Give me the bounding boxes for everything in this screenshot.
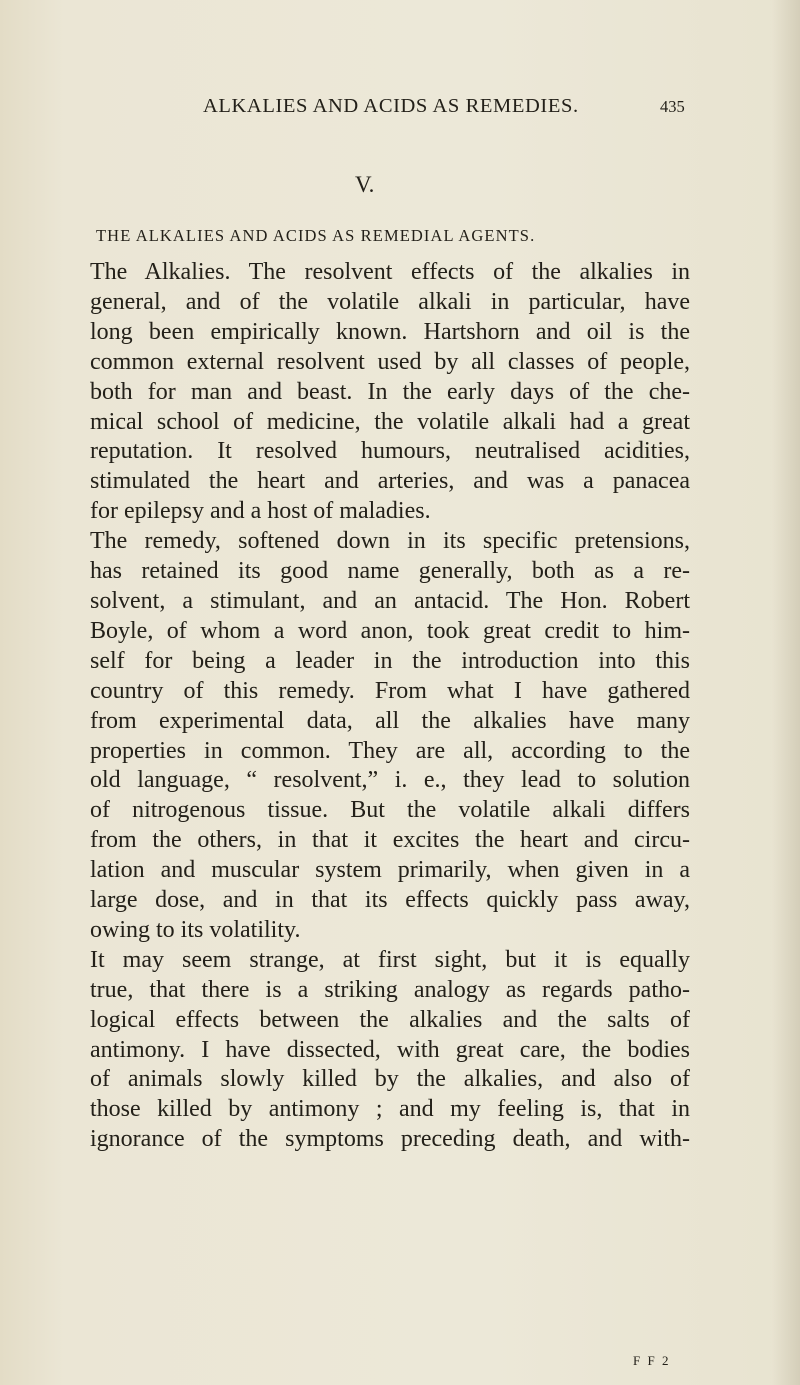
text-line: for epilepsy and a host of maladies. — [90, 498, 431, 525]
section-number: V. — [355, 172, 375, 197]
signature-mark: F F 2 — [633, 1353, 671, 1368]
text-line: The remedy, softened down in its specific pretensions, — [90, 528, 690, 555]
body-text — [90, 258, 690, 1155]
text-line: mical school of medicine, the volatile alkali had a great — [90, 408, 690, 435]
page-number: 435 — [660, 97, 685, 116]
text-line: true, that there is a striking analogy as regards patho- — [90, 976, 690, 1003]
text-line: general, and of the volatile alkali in particular, have — [90, 288, 690, 315]
text-line: of animals slowly killed by the alkalies, and also of — [90, 1066, 690, 1093]
text-line: large dose, and in that its effects quickly pass away, — [90, 887, 690, 914]
text-line: from experimental data, all the alkalies have many — [90, 707, 690, 734]
text-line: old language, “ resolvent,” i. e., they lead to solution — [90, 767, 690, 794]
section-title: THE ALKALIES AND ACIDS AS REMEDIAL AGENTS. — [96, 226, 536, 245]
text-line: solvent, a stimulant, and an antacid. The Hon. Robert — [90, 587, 690, 614]
text-line: has retained its good name generally, both as a re- — [90, 558, 690, 585]
text-line: of nitrogenous tissue. But the volatile alkali differs — [90, 797, 690, 824]
text-line: It may seem strange, at first sight, but it is equally — [90, 946, 690, 973]
text-line: reputation. It resolved humours, neutralised acidities, — [90, 438, 690, 465]
text-line: both for man and beast. In the early days of the che- — [90, 378, 690, 405]
text-line: stimulated the heart and arteries, and was a panacea — [90, 468, 690, 495]
page-edge-shadow — [772, 0, 800, 1385]
text-line: country of this remedy. From what I have gathered — [90, 677, 690, 704]
text-line: The Alkalies. The resolvent effects of the alkalies in — [90, 259, 690, 285]
text-line: self for being a leader in the introduction into this — [90, 647, 690, 674]
text-line: owing to its volatility. — [90, 916, 301, 943]
running-head: ALKALIES AND ACIDS AS REMEDIES. — [203, 95, 579, 117]
text-line: those killed by antimony ; and my feeling is, that in — [90, 1096, 690, 1123]
text-line: ignorance of the symptoms preceding death, and with- — [90, 1126, 690, 1153]
text-line: common external resolvent used by all classes of people, — [90, 348, 690, 375]
text-line: lation and muscular system primarily, when given in a — [90, 857, 690, 884]
text-line: long been empirically known. Hartshorn and oil is the — [90, 318, 690, 345]
text-line: Boyle, of whom a word anon, took great credit to him- — [90, 617, 690, 644]
text-line: logical effects between the alkalies and the salts of — [90, 1006, 690, 1033]
text-line: from the others, in that it excites the heart and circu- — [90, 827, 690, 854]
text-line: properties in common. They are all, according to the — [90, 737, 690, 764]
text-line: antimony. I have dissected, with great care, the bodies — [90, 1036, 690, 1063]
